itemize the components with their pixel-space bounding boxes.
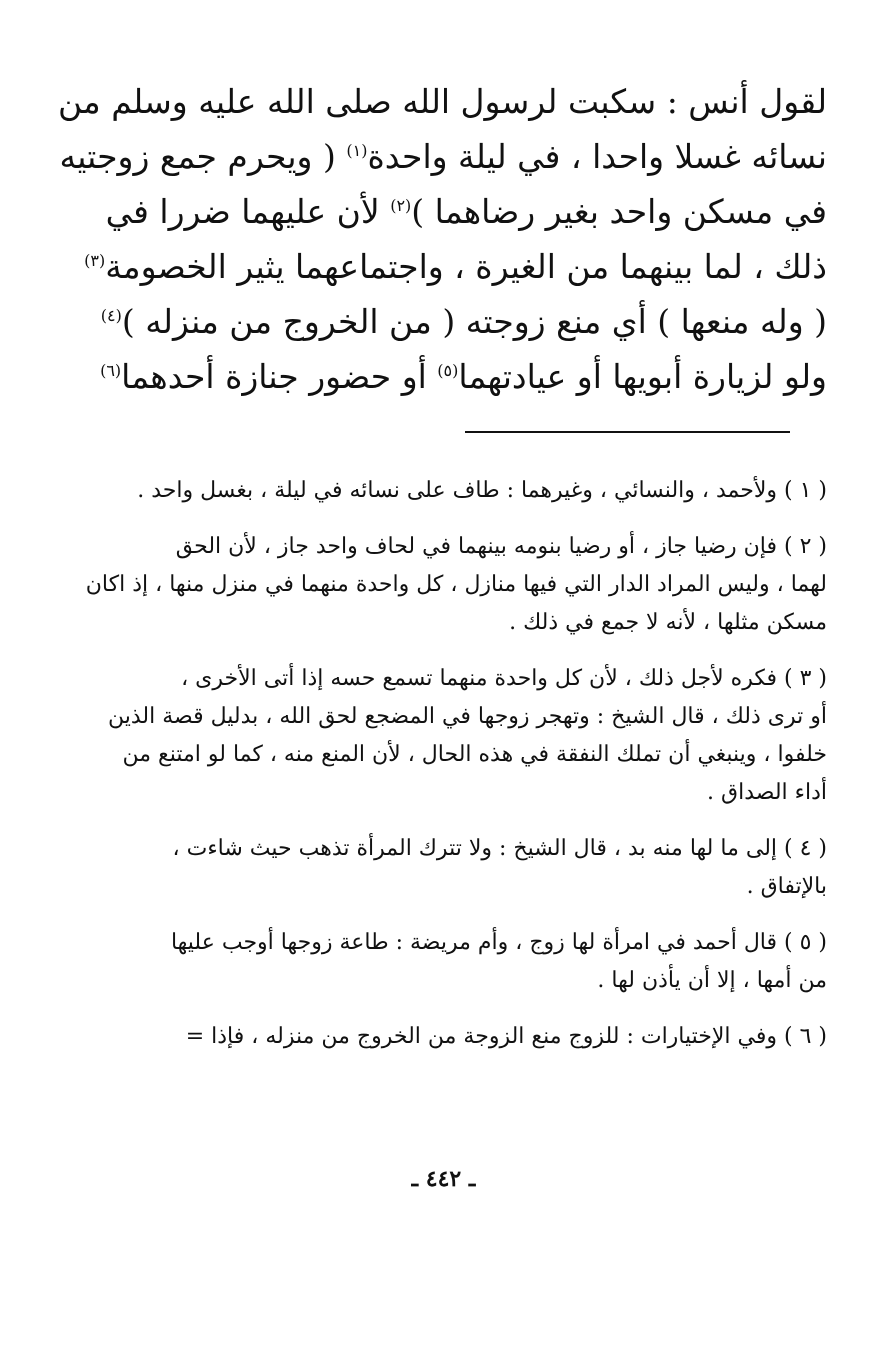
footnote-marker: (٤) — [100, 306, 122, 325]
footnote-marker: (٢) — [390, 196, 412, 215]
footnote-line: ( ٥ ) قال أحمد في امرأة لها زوج ، وأم مريضة : طاعة زوجها أوجب عليها — [170, 930, 827, 955]
main-text-segment: ذلك ، لما بينهما من الغيرة ، واجتماعهما يثير الخصومة — [105, 247, 827, 286]
footnote-3 — [46, 660, 827, 812]
main-text-segment: ( وله منعها ) أي منع زوجته ( من الخروج من منزله ) — [121, 302, 827, 341]
main-text — [48, 74, 827, 404]
main-text-line — [48, 129, 827, 184]
footnote-separator — [465, 431, 790, 433]
footnote-line: ( ٦ ) وفي الإختيارات : للزوج منع الزوجة من الخروج من منزله ، فإذا = — [185, 1024, 827, 1049]
main-text-line — [48, 294, 827, 349]
footnote-2 — [46, 528, 827, 642]
footnote-line: ( ١ ) ولأحمد ، والنسائي ، وغيرهما : طاف على نسائه في ليلة ، بغسل واحد . — [137, 478, 827, 503]
main-text-segment: ( ويحرم جمع زوجتيه — [59, 137, 347, 176]
footnote-line: ( ٢ ) فإن رضيا جاز ، أو رضيا بنومه بينهما في لحاف واحد جاز ، لأن الحق — [175, 534, 827, 559]
main-text-line — [48, 239, 827, 294]
main-text-segment: نسائه غسلا واحدا ، في ليلة واحدة — [367, 137, 827, 176]
main-text-segment: ولو لزيارة أبويها أو عيادتهما — [458, 357, 827, 396]
footnote-4 — [46, 830, 827, 906]
footnote-line: ( ٤ ) إلى ما لها منه بد ، قال الشيخ : ولا تترك المرأة تذهب حيث شاءت ، — [172, 836, 827, 861]
footnote-line: مسكن مثلها ، لأنه لا جمع في ذلك . — [509, 610, 827, 635]
main-text-line — [48, 349, 827, 404]
page-number: ـ ٤٤٢ ـ — [411, 1166, 476, 1192]
footnote-line: أو ترى ذلك ، قال الشيخ : وتهجر زوجها في المضجع لحق الله ، بدليل قصة الذين — [108, 704, 827, 729]
footnote-line: بالإتفاق . — [746, 874, 827, 899]
footnote-1 — [46, 472, 827, 510]
main-text-line — [48, 74, 827, 129]
footnote-line: لهما ، وليس المراد الدار التي فيها منازل ، كل واحدة منهما في منزل منها ، إذ اكان — [85, 572, 827, 597]
footnote-marker: (٥) — [437, 361, 459, 380]
footnote-line: من أمها ، إلا أن يأذن لها . — [597, 968, 827, 993]
footnote-marker: (١) — [346, 141, 368, 160]
footnote-line: أداء الصداق . — [707, 780, 827, 805]
main-text-segment: لأن عليهما ضررا في — [105, 192, 391, 231]
footnote-5 — [46, 924, 827, 1000]
footnote-6 — [46, 1018, 827, 1056]
main-text-segment: في مسكن واحد بغير رضاهما ) — [411, 192, 827, 231]
footnotes — [46, 472, 827, 1074]
footnote-line: ( ٣ ) فكره لأجل ذلك ، لأن كل واحدة منهما تسمع حسه إذا أتى الأخرى ، — [181, 666, 827, 691]
main-text-segment: لقول أنس : سكبت لرسول الله صلى الله عليه وسلم من — [57, 82, 827, 121]
main-text-line — [48, 184, 827, 239]
main-text-segment: أو حضور جنازة أحدهما — [121, 357, 438, 396]
footnote-marker: (٣) — [84, 251, 106, 270]
footnote-marker: (٦) — [100, 361, 122, 380]
footnote-line: خلفوا ، وينبغي أن تملك النفقة في هذه الحال ، لأن المنع منه ، كما لو امتنع من — [122, 742, 827, 767]
